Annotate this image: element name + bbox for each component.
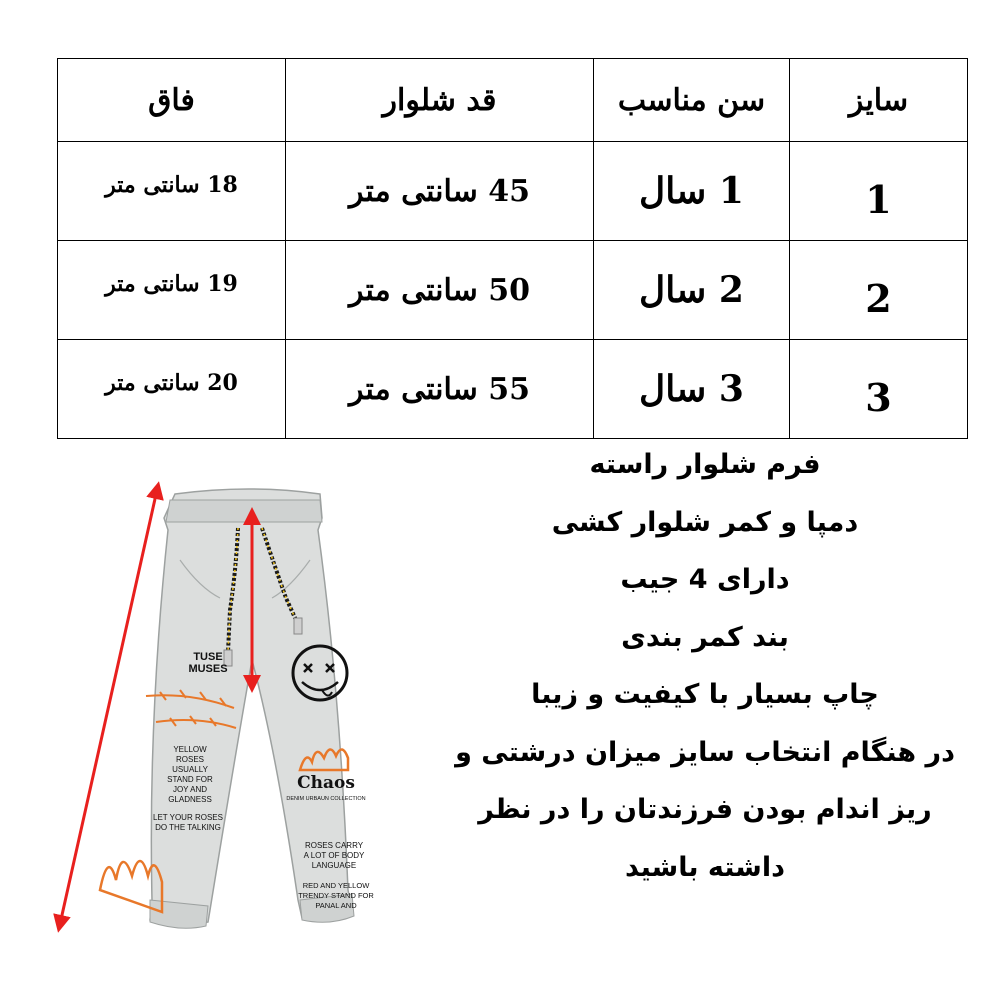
print-body-3: LANGUAGE [311,861,357,870]
header-rise: فاق [58,59,286,142]
table-row [58,241,968,340]
print-muses: MUSES [188,663,228,675]
feature-item: دمپا و کمر شلوار کشی [551,506,859,538]
cell-age: 2 سال [594,241,790,340]
cell-size: 2 [790,241,968,340]
header-age: سن مناسب [594,59,790,142]
table-row [58,340,968,439]
print-red-3: PANAL AND [315,901,357,910]
cell-length: 55 سانتی متر [286,340,594,439]
cord-tip-right [294,618,302,634]
feature-item: در هنگام انتخاب سایز میزان درشتی و [455,736,955,768]
print-yellow-2: ROSES [175,755,205,764]
feature-item: ریز اندام بودن فرزندتان را در نظر [478,794,932,825]
size-table [57,58,968,439]
cell-length: 50 سانتی متر [286,241,594,340]
print-body-2: A LOT OF BODY [303,851,365,860]
feature-list [440,436,970,896]
cell-size: 3 [790,340,968,439]
product-image [40,470,420,940]
cell-rise: 19 سانتی متر [58,241,286,340]
size-table-header-row [58,59,968,142]
print-roses-1: LET YOUR ROSES [153,813,223,822]
header-length: قد شلوار [286,59,594,142]
header-size: سایز [790,59,968,142]
cell-rise: 20 سانتی متر [58,340,286,439]
print-tuse: TUSE [193,651,223,663]
print-red-1: RED AND YELLOW [302,881,370,890]
length-arrow [60,490,157,924]
print-brand-sub: DENIM URBAUN COLLECTION [286,796,366,802]
cell-size: 1 [790,142,968,241]
print-brand: Chaos [297,773,355,793]
feature-item: چاپ بسیار با کیفیت و زیبا [531,679,879,710]
print-red-2: TRENDY STAND FOR [298,891,374,900]
feature-item: بند کمر بندی [621,621,789,653]
print-yellow-1: YELLOW [173,745,207,754]
table-row [58,142,968,241]
feature-item: دارای 4 جیب [620,564,790,595]
print-body-1: ROSES CARRY [304,841,364,850]
print-yellow-4: STAND FOR [167,775,213,784]
waistband [166,500,322,522]
print-yellow-6: GLADNESS [168,795,212,804]
print-yellow-3: USUALLY [172,765,208,774]
print-yellow-5: JOY AND [172,785,208,794]
cell-rise: 18 سانتی متر [58,142,286,241]
feature-item: داشته باشید [625,851,785,883]
feature-item: فرم شلوار راسته [589,449,821,480]
cell-length: 45 سانتی متر [286,142,594,241]
cell-age: 1 سال [594,142,790,241]
cell-age: 3 سال [594,340,790,439]
print-roses-2: DO THE TALKING [155,823,221,832]
